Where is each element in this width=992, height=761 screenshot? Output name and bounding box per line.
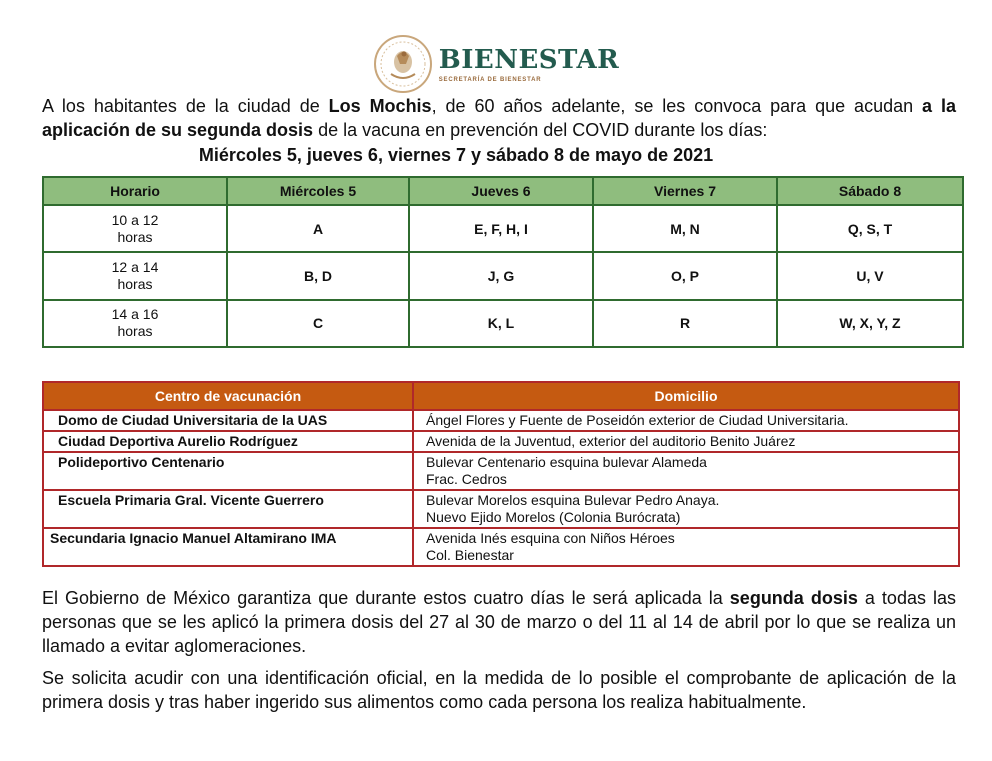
letters-cell: C: [227, 300, 409, 347]
coat-of-arms-icon: [373, 34, 433, 94]
letters-cell: U, V: [777, 252, 963, 299]
time-slot: [43, 300, 227, 347]
request-paragraph: Se solicita acudir con una identificación oficial, en la medida de lo posible el comprobante de aplicación de la primera dosis y tras haber ingerido sus alimentos como cada persona los realiza habitualmente.: [42, 668, 956, 712]
schedule-header-cell: Jueves 6: [409, 177, 593, 205]
intro-text-1: A los habitantes de la ciudad de: [42, 96, 329, 116]
address-line: Avenida Inés esquina con Niños Héroes: [426, 530, 675, 546]
schedule-header-cell: Sábado 8: [777, 177, 963, 205]
address-line: Avenida de la Juventud, exterior del auditorio Benito Juárez: [426, 433, 796, 449]
time-range: 12 a 14: [111, 258, 159, 275]
schedule-row: [43, 205, 963, 252]
centers-header-row: [43, 382, 959, 410]
closing-emphasis: segunda dosis: [729, 588, 858, 608]
center-row: [43, 431, 959, 452]
letters-cell: R: [593, 300, 777, 347]
intro-emphasis: a la aplicación de su segunda dosis: [42, 96, 956, 140]
center-address: [413, 410, 959, 431]
center-name: Domo de Ciudad Universitaria de la UAS: [43, 410, 413, 431]
closing-text-1: El Gobierno de México garantiza que durante estos cuatro días le será aplicada la: [42, 588, 730, 608]
brand: [439, 45, 620, 83]
schedule-header-cell: Viernes 7: [593, 177, 777, 205]
brand-name: BIENESTAR: [438, 45, 620, 75]
letters-cell: J, G: [409, 252, 593, 299]
center-address: [413, 452, 959, 490]
centers-header-cell: Domicilio: [413, 382, 959, 410]
schedule-row: [43, 300, 963, 347]
address-line: Ángel Flores y Fuente de Poseidón exterior de Ciudad Universitaria.: [426, 412, 849, 428]
letters-cell: B, D: [227, 252, 409, 299]
center-row: [43, 528, 959, 566]
center-address: [413, 431, 959, 452]
time-unit: horas: [117, 323, 153, 340]
address-line: Frac. Cedros: [426, 471, 507, 487]
intro-paragraph: [42, 94, 956, 142]
time-slot: [43, 205, 227, 252]
center-row: [43, 452, 959, 490]
letters-cell: O, P: [593, 252, 777, 299]
letters-cell: M, N: [593, 205, 777, 252]
center-row: [43, 410, 959, 431]
intro-city: Los Mochis: [328, 96, 432, 116]
header: [0, 34, 992, 94]
closing-text-2: a todas las personas que se les aplicó la primera dosis del 27 al 30 de marzo o del 11 al 14 de abril por lo que se realiza un llamado a evitar aglomeraciones.: [42, 588, 957, 656]
center-name: Escuela Primaria Gral. Vicente Guerrero: [43, 490, 413, 528]
schedule-header-row: [43, 177, 963, 205]
letters-cell: E, F, H, I: [409, 205, 593, 252]
schedule-table: [42, 176, 964, 348]
letters-cell: W, X, Y, Z: [777, 300, 963, 347]
center-name: Secundaria Ignacio Manuel Altamirano IMA: [43, 528, 413, 566]
time-range: 14 a 16: [111, 306, 159, 323]
center-address: [413, 490, 959, 528]
schedule-header-cell: Horario: [43, 177, 227, 205]
brand-subtitle: SECRETARÍA DE BIENESTAR: [438, 77, 542, 83]
time-slot: [43, 252, 227, 299]
center-row: [43, 490, 959, 528]
closing-paragraph: [42, 586, 956, 658]
time-unit: horas: [117, 228, 153, 245]
letters-cell: A: [227, 205, 409, 252]
center-name: Ciudad Deportiva Aurelio Rodríguez: [43, 431, 413, 452]
address-line: Nuevo Ejido Morelos (Colonia Burócrata): [426, 509, 681, 525]
time-range: 10 a 12: [111, 211, 159, 228]
address-line: Bulevar Centenario esquina bulevar Alameda: [426, 454, 707, 470]
letters-cell: Q, S, T: [777, 205, 963, 252]
intro-text-3: de la vacuna en prevención del COVID durante los días:: [313, 120, 768, 140]
vaccination-centers-table: [42, 381, 960, 567]
vaccination-dates: Miércoles 5, jueves 6, viernes 7 y sábado 8 de mayo de 2021: [198, 145, 714, 165]
letters-cell: K, L: [409, 300, 593, 347]
address-line: Bulevar Morelos esquina Bulevar Pedro Anaya.: [426, 492, 720, 508]
intro-text-2: , de 60 años adelante, se les convoca para que acudan: [431, 96, 923, 116]
centers-header-cell: Centro de vacunación: [43, 382, 413, 410]
schedule-header-cell: Miércoles 5: [227, 177, 409, 205]
center-name: Polideportivo Centenario: [43, 452, 413, 490]
center-address: [413, 528, 959, 566]
address-line: Col. Bienestar: [426, 547, 514, 563]
time-unit: horas: [117, 275, 153, 292]
schedule-row: [43, 252, 963, 299]
